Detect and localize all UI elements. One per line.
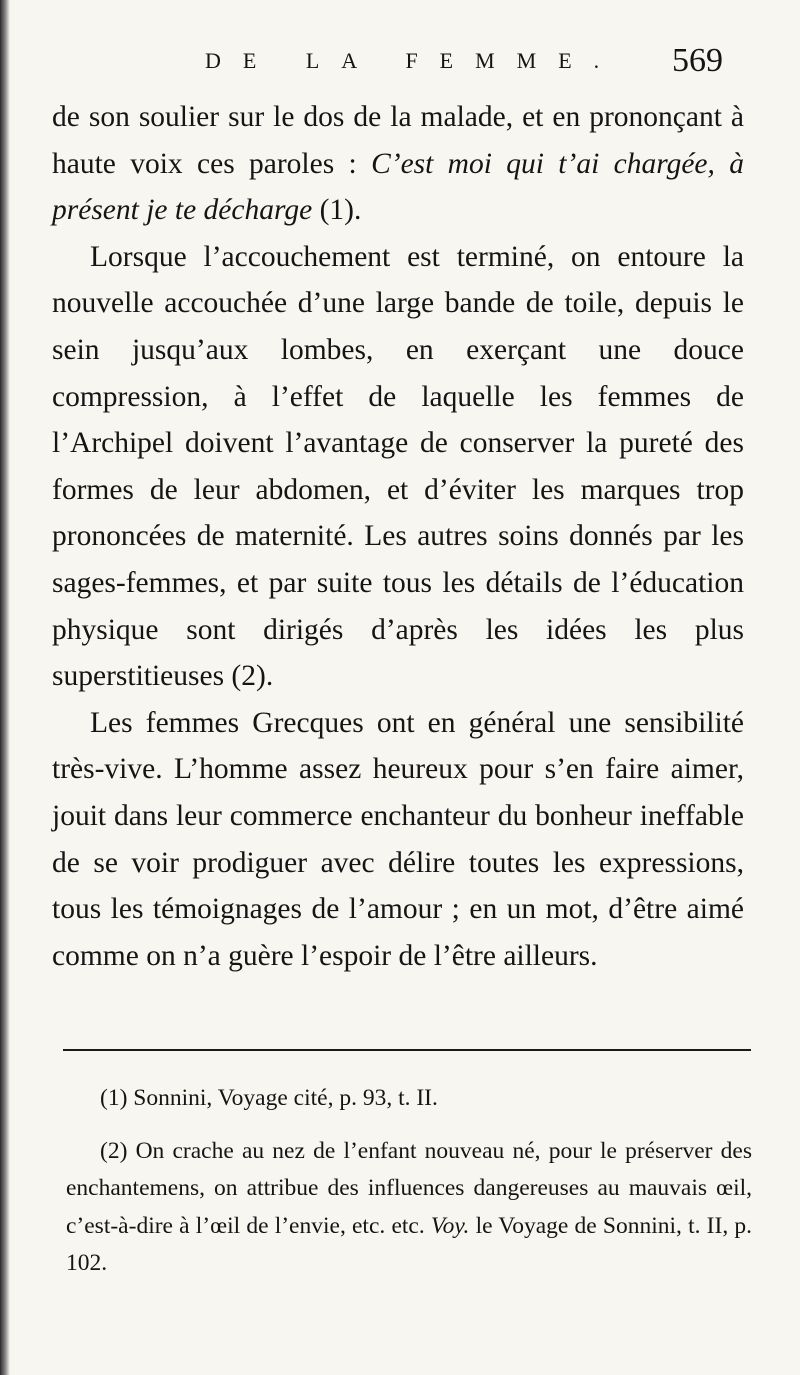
page-header xyxy=(0,42,800,86)
paragraph-1-text: de son soulier sur le dos de la malade, et en prononçant à haute voix ces paroles : xyxy=(52,101,744,180)
quoted-words: C’est moi qui t’ai chargée, à présent je te décharge xyxy=(52,147,744,227)
footnote-divider xyxy=(63,1049,751,1051)
paragraph-2: Lorsque l’accouchement est terminé, on entoure la nouvelle accouchée d’une large bande de toile, depuis le sein jusqu’aux lombes, en exerçant une douce compression, à l’effet de laquelle les femmes de l’Archipel doivent l’avantage de conserver la pureté des formes de leur abdomen, et d’éviter les marques trop prononcées de maternité. Les autres soins donnés par les sages-femmes, et par suite tous les détails de l’éducation physique sont dirigés d’après les idées les plus superstitieuses (2). xyxy=(52,240,744,693)
footnotes xyxy=(66,1080,752,1283)
paragraph-3: Les femmes Grecques ont en général une sensibilité très-vive. L’homme assez heureux pour s’en faire aimer, jouit dans leur commerce enchanteur du bonheur ineffable de se voir prodiguer avec délire toutes les expressions, tous les témoignages de l’amour ; en un mot, d’être aimé comme on n’a guère l’espoir de l’être ailleurs. xyxy=(52,706,744,972)
page-number: 569 xyxy=(672,42,723,79)
footnote-2-ref: le Voyage de Sonnini, t. II, p. 102. xyxy=(66,1212,752,1276)
paragraph-1 xyxy=(52,94,744,234)
page-binding-shadow xyxy=(0,0,10,1375)
footnote-ref-1: (1). xyxy=(312,194,362,227)
footnote-1: (1) Sonnini, Voyage cité, p. 93, t. II. xyxy=(100,1085,438,1111)
main-text xyxy=(52,94,744,979)
footnote-2-text: (2) On crache au nez de l’enfant nouveau né, pour le préserver des enchantemens, on attribue des influences dangereuses au mauvais œil, c’est-à-dire à l’œil de l’envie, etc. etc. xyxy=(66,1137,752,1239)
footnote-2-voy: Voy. xyxy=(430,1212,470,1239)
running-head: DE LA FEMME. xyxy=(205,48,622,73)
footnote-2 xyxy=(66,1133,752,1283)
